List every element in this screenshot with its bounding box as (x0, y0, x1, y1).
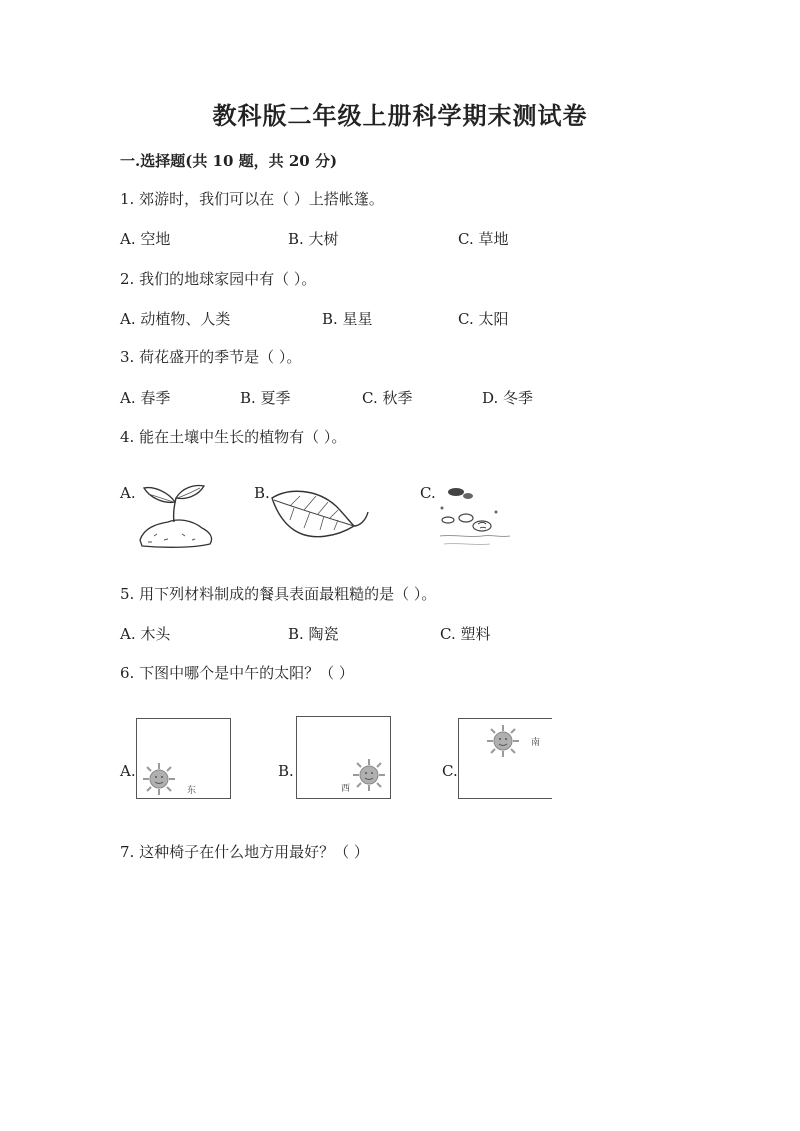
leaf-image[interactable] (268, 484, 372, 546)
south-label: 南 (531, 738, 541, 748)
noon-sun-option-a-frame[interactable] (136, 718, 231, 799)
question-2-option-c[interactable]: C. 太阳 (458, 310, 509, 328)
question-1-option-c[interactable]: C. 草地 (458, 230, 509, 248)
question-2-option-b[interactable]: B. 星星 (322, 310, 373, 328)
east-label: 东 (187, 786, 197, 796)
west-label: 西 (341, 784, 351, 794)
question-6-option-a-label[interactable]: A. (120, 762, 136, 780)
noon-sun-option-c-frame[interactable] (458, 718, 552, 799)
question-3-stem: 3. 荷花盛开的季节是（ ）。 (120, 348, 302, 366)
page-title: 教科版二年级上册科学期末测试卷 (212, 101, 588, 130)
question-5-stem: 5. 用下列材料制成的餐具表面最粗糙的是（ ）。 (120, 585, 437, 603)
question-1-stem: 1. 郊游时，我们可以在（ ）上搭帐篷。 (120, 190, 384, 208)
question-6-stem: 6. 下图中哪个是中午的太阳？（ ） (120, 664, 354, 682)
sun-icon (485, 723, 521, 759)
section-heading: 一.选择题(共 10 题，共 20 分) (120, 152, 338, 170)
question-3-option-a[interactable]: A. 春季 (120, 389, 171, 407)
question-5-option-a[interactable]: A. 木头 (120, 625, 171, 643)
question-5-option-c[interactable]: C. 塑料 (440, 625, 491, 643)
question-5-option-b[interactable]: B. 陶瓷 (288, 625, 339, 643)
question-3-option-c[interactable]: C. 秋季 (362, 389, 413, 407)
sun-icon (351, 757, 387, 793)
question-1-option-a[interactable]: A. 空地 (120, 230, 171, 248)
sun-icon (141, 761, 177, 797)
question-3-option-b[interactable]: B. 夏季 (240, 389, 291, 407)
question-4-option-c-label[interactable]: C. (420, 484, 436, 502)
question-1-option-b[interactable]: B. 大树 (288, 230, 339, 248)
question-2-stem: 2. 我们的地球家园中有（ ）。 (120, 270, 317, 288)
question-2-option-a[interactable]: A. 动植物、人类 (120, 310, 231, 328)
question-4-stem: 4. 能在土壤中生长的植物有（ ）。 (120, 428, 347, 446)
seedling-in-soil-image[interactable] (134, 478, 216, 550)
noon-sun-option-b-frame[interactable] (296, 716, 391, 799)
question-7-stem: 7. 这种椅子在什么地方用最好？（ ） (120, 843, 369, 861)
question-6-option-c-label[interactable]: C. (442, 762, 458, 780)
question-3-option-d[interactable]: D. 冬季 (482, 389, 534, 407)
question-4-option-a-label[interactable]: A. (120, 484, 136, 502)
floating-plants-image[interactable] (434, 482, 516, 550)
question-4-option-b-label[interactable]: B. (254, 484, 270, 502)
question-6-option-b-label[interactable]: B. (278, 762, 294, 780)
